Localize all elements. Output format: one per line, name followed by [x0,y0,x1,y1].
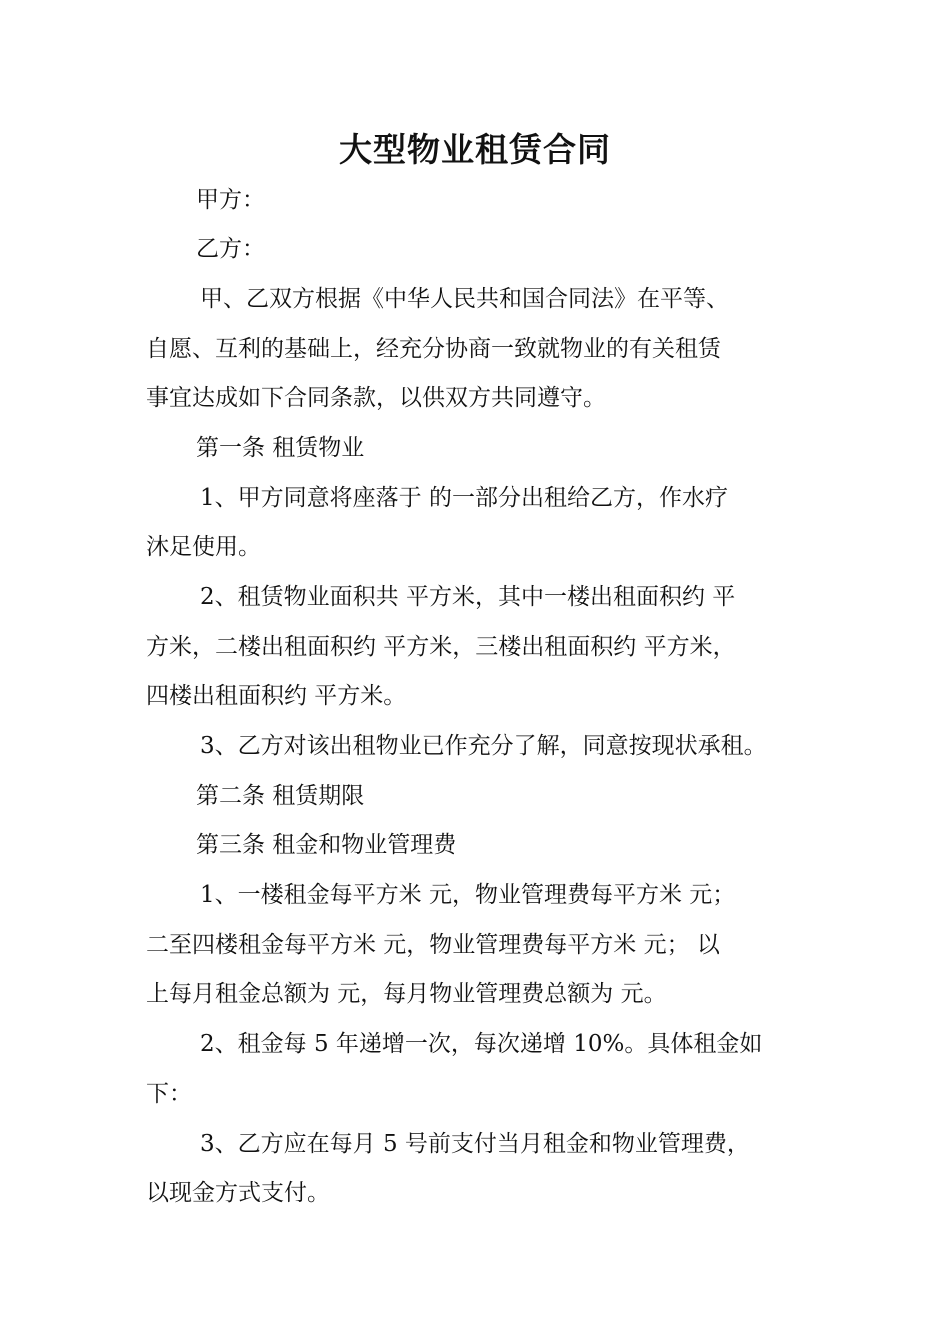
article-3-clause-1-line-2: 二至四楼租金每平方米 元，物业管理费每平方米 元； 以 [146,932,720,958]
article-1-clause-2-line-1: 2、租赁物业面积共 平方米，其中一楼出租面积约 平 [200,584,736,610]
article-3-clause-1-line-3: 上每月租金总额为 元，每月物业管理费总额为 元。 [146,981,667,1007]
article-3-clause-2-line-1: 2、租金每 5 年递增一次，每次递增 10%。具体租金如 [200,1031,763,1057]
article-1-clause-2-line-2: 方米，二楼出租面积约 平方米，三楼出租面积约 平方米， [146,634,736,660]
preamble-line-3: 事宜达成如下合同条款，以供双方共同遵守。 [146,385,606,411]
article-1-clause-2-line-3: 四楼出租面积约 平方米。 [146,683,407,709]
preamble-line-2: 自愿、互利的基础上，经充分协商一致就物业的有关租赁 [146,336,721,362]
article-3-clause-2-line-2: 下： [146,1081,192,1107]
article-1-clause-3: 3、乙方对该出租物业已作充分了解，同意按现状承租。 [200,733,767,759]
party-a-line: 甲方： [196,187,265,213]
party-b-line: 乙方： [196,236,265,262]
article-1-clause-1-line-1: 1、甲方同意将座落于 的一部分出租给乙方，作水疗 [200,485,728,511]
document-title: 大型物业租赁合同 [339,130,611,169]
article-3-heading: 第三条 租金和物业管理费 [196,832,457,858]
article-2-heading: 第二条 租赁期限 [196,783,365,809]
article-1-heading: 第一条 租赁物业 [196,435,365,461]
article-3-clause-3-line-2: 以现金方式支付。 [146,1180,330,1206]
article-3-clause-3-line-1: 3、乙方应在每月 5 号前支付当月租金和物业管理费， [200,1131,750,1157]
article-3-clause-1-line-1: 1、一楼租金每平方米 元，物业管理费每平方米 元； [200,882,736,908]
preamble-line-1: 甲、乙双方根据《中华人民共和国合同法》在平等、 [200,286,729,312]
article-1-clause-1-line-2: 沐足使用。 [146,534,261,560]
